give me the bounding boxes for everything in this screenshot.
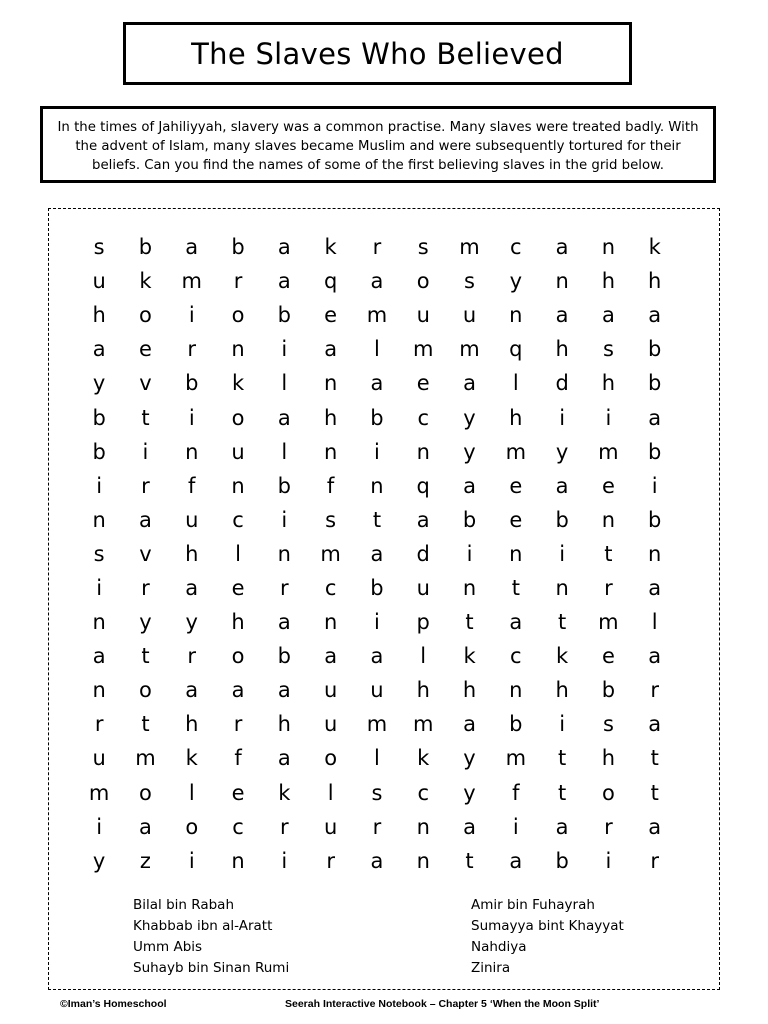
grid-letter: r: [280, 575, 289, 600]
grid-letter: i: [281, 337, 288, 362]
grid-letter: h: [601, 269, 616, 294]
grid-letter: i: [188, 405, 195, 430]
grid-letter: a: [463, 371, 476, 396]
grid-letter: n: [648, 541, 662, 566]
grid-letter: h: [323, 405, 338, 430]
grid-letter: k: [231, 371, 245, 396]
grid-letter: h: [555, 678, 569, 703]
title-box: [123, 22, 632, 85]
grid-letter: k: [139, 269, 152, 294]
grid-letter: m: [135, 746, 156, 771]
grid-letter: k: [417, 746, 430, 771]
grid-letter: h: [185, 712, 199, 737]
grid-letter: k: [463, 644, 476, 669]
grid-letter: a: [648, 644, 662, 669]
grid-letter: o: [324, 746, 338, 771]
grid-letter: l: [327, 780, 334, 805]
grid-letter: h: [601, 371, 616, 396]
grid-letter: r: [650, 678, 660, 703]
grid-letter: b: [92, 405, 106, 430]
grid-letter: a: [231, 678, 245, 703]
grid-letter: b: [277, 473, 291, 498]
grid-letter: y: [463, 439, 476, 464]
grid-letter: h: [231, 610, 245, 635]
grid-letter: l: [651, 610, 658, 635]
grid-letter: e: [138, 337, 152, 362]
grid-letter: i: [559, 712, 566, 737]
grid-letter: l: [374, 746, 380, 771]
grid-letter: n: [509, 303, 523, 328]
grid-letter: a: [92, 644, 106, 669]
grid-letter: q: [509, 337, 523, 362]
grid-letter: a: [370, 848, 384, 873]
grid-letter: o: [139, 780, 152, 805]
grid-letter: t: [604, 541, 613, 566]
grid-letter: y: [463, 405, 476, 430]
grid-letter: r: [233, 269, 243, 294]
grid-letter: m: [459, 235, 480, 260]
grid-letter: k: [648, 235, 661, 260]
grid-letter: d: [555, 371, 569, 396]
grid-letter: a: [277, 269, 291, 294]
word-item: Bilal bin Rabah: [133, 897, 234, 913]
grid-letter: e: [324, 303, 338, 328]
grid-letter: y: [185, 610, 198, 635]
grid-letter: h: [185, 541, 199, 566]
grid-letter: l: [235, 541, 241, 566]
grid-letter: b: [277, 303, 291, 328]
grid-letter: r: [141, 473, 150, 498]
word-item: Suhayb bin Sinan Rumi: [133, 960, 290, 976]
grid-letter: y: [509, 269, 523, 294]
grid-letter: f: [326, 473, 335, 498]
grid-letter: a: [139, 507, 152, 532]
grid-letter: m: [88, 780, 110, 805]
grid-letter: h: [555, 337, 569, 362]
intro-text: In the times of Jahiliyyah, slavery was a common practise. Many slaves were treated badly. With the advent of Islam, many slaves became Muslim and were subsequently tortured for their beliefs. Can you find the names of some of the first believing slaves in the grid below.: [40, 106, 716, 183]
grid-letter: d: [416, 541, 430, 566]
grid-letter: k: [185, 746, 198, 771]
grid-letter: n: [601, 235, 616, 260]
grid-letter: l: [281, 371, 288, 396]
grid-letter: a: [648, 814, 662, 839]
grid-letter: m: [366, 303, 388, 328]
grid-letter: u: [323, 814, 338, 839]
grid-letter: n: [231, 337, 245, 362]
grid-letter: n: [555, 575, 569, 600]
grid-letter: u: [92, 269, 106, 294]
grid-letter: m: [320, 541, 341, 566]
grid-letter: t: [141, 405, 150, 430]
grid-letter: r: [372, 814, 382, 839]
grid-letter: a: [463, 473, 476, 498]
grid-letter: y: [555, 439, 569, 464]
grid-letter: t: [650, 780, 659, 805]
grid-letter: z: [139, 848, 151, 873]
grid-letter: b: [231, 235, 245, 260]
grid-letter: l: [374, 337, 380, 362]
grid-letter: c: [510, 644, 522, 669]
grid-letter: t: [558, 610, 567, 635]
grid-letter: a: [463, 712, 476, 737]
grid-letter: a: [555, 814, 569, 839]
grid-letter: c: [417, 780, 429, 805]
grid-letter: p: [416, 610, 430, 635]
grid-letter: c: [232, 507, 244, 532]
grid-letter: b: [648, 337, 662, 362]
grid-letter: r: [233, 712, 243, 737]
grid-letter: s: [371, 780, 383, 805]
grid-letter: t: [558, 780, 567, 805]
grid-letter: i: [466, 541, 473, 566]
word-item: Sumayya bint Khayyat: [471, 918, 624, 934]
grid-letter: h: [277, 712, 291, 737]
grid-letter: h: [92, 303, 106, 328]
grid-letter: r: [94, 712, 104, 737]
grid-letter: s: [602, 337, 614, 362]
grid-letter: e: [601, 473, 615, 498]
grid-letter: r: [372, 235, 382, 260]
grid-letter: c: [232, 814, 244, 839]
grid-letter: i: [559, 541, 566, 566]
grid-letter: t: [558, 746, 567, 771]
grid-letter: l: [512, 371, 519, 396]
word-search-grid: [76, 230, 678, 878]
grid-letter: r: [604, 814, 613, 839]
footer-notebook: Seerah Interactive Notebook – Chapter 5 ‘When the Moon Split’: [285, 998, 600, 1010]
grid-letter: i: [559, 405, 566, 430]
grid-letter: a: [324, 337, 338, 362]
grid-letter: o: [139, 303, 152, 328]
grid-letter: n: [92, 610, 106, 635]
grid-letter: a: [370, 371, 384, 396]
grid-letter: n: [277, 541, 291, 566]
grid-letter: a: [416, 507, 430, 532]
grid-letter: t: [511, 575, 520, 600]
grid-letter: t: [465, 848, 474, 873]
grid-letter: b: [509, 712, 523, 737]
grid-letter: s: [93, 541, 105, 566]
grid-letter: t: [141, 644, 150, 669]
grid-letter: q: [323, 269, 338, 294]
grid-letter: c: [324, 575, 337, 600]
grid-letter: r: [280, 814, 289, 839]
grid-letter: b: [138, 235, 153, 260]
grid-letter: b: [277, 644, 291, 669]
grid-letter: o: [185, 814, 199, 839]
grid-letter: c: [417, 405, 429, 430]
grid-letter: a: [185, 575, 199, 600]
grid-letter: n: [416, 848, 430, 873]
grid-letter: l: [188, 780, 195, 805]
grid-letter: n: [370, 473, 384, 498]
grid-letter: a: [509, 610, 523, 635]
grid-letter: n: [92, 678, 106, 703]
grid-letter: b: [462, 507, 477, 532]
grid-letter: i: [605, 405, 612, 430]
grid-letter: l: [420, 644, 427, 669]
grid-letter: o: [139, 678, 152, 703]
grid-letter: o: [416, 269, 430, 294]
grid-letter: r: [141, 575, 150, 600]
grid-letter: a: [185, 235, 199, 260]
grid-letter: t: [465, 610, 474, 635]
grid-letter: i: [142, 439, 149, 464]
grid-letter: a: [648, 303, 662, 328]
grid-letter: y: [92, 371, 106, 396]
grid-letter: n: [462, 575, 477, 600]
grid-letter: v: [139, 541, 152, 566]
grid-letter: r: [187, 337, 197, 362]
grid-letter: y: [463, 780, 476, 805]
grid-letter: n: [509, 541, 523, 566]
grid-letter: i: [374, 610, 380, 635]
grid-letter: n: [185, 439, 199, 464]
grid-letter: m: [181, 269, 202, 294]
grid-letter: a: [185, 678, 199, 703]
grid-letter: n: [416, 814, 430, 839]
grid-letter: i: [374, 439, 380, 464]
grid-letter: h: [509, 405, 523, 430]
word-item: Umm Abis: [133, 939, 203, 955]
grid-letter: i: [512, 814, 519, 839]
grid-letter: k: [556, 644, 569, 669]
grid-letter: c: [510, 235, 522, 260]
word-item: Khabbab ibn al-Aratt: [133, 918, 273, 934]
grid-letter: u: [416, 575, 430, 600]
grid-letter: r: [650, 848, 660, 873]
grid-letter: i: [188, 303, 195, 328]
grid-letter: b: [370, 405, 384, 430]
grid-letter: m: [505, 746, 527, 771]
grid-letter: i: [605, 848, 612, 873]
grid-letter: s: [93, 235, 105, 260]
grid-letter: s: [417, 235, 429, 260]
grid-letter: u: [185, 507, 199, 532]
word-list-right: [471, 895, 624, 979]
grid-letter: u: [323, 678, 338, 703]
grid-letter: a: [277, 405, 291, 430]
grid-letter: e: [231, 780, 245, 805]
grid-letter: m: [412, 337, 434, 362]
grid-letter: i: [96, 575, 103, 600]
grid-letter: a: [277, 610, 291, 635]
grid-letter: i: [281, 848, 288, 873]
grid-letter: b: [185, 371, 199, 396]
grid-letter: a: [277, 235, 291, 260]
grid-letter: n: [323, 610, 338, 635]
grid-letter: m: [598, 610, 619, 635]
grid-letter: a: [277, 678, 291, 703]
grid-letter: a: [324, 644, 338, 669]
grid-letter: n: [231, 848, 245, 873]
grid-letter: i: [96, 814, 103, 839]
grid-letter: h: [416, 678, 430, 703]
grid-letter: m: [459, 337, 480, 362]
grid-letter: n: [231, 473, 245, 498]
grid-letter: i: [651, 473, 658, 498]
word-item: Zinira: [471, 960, 511, 976]
grid-letter: y: [463, 746, 476, 771]
grid-letter: k: [324, 235, 337, 260]
grid-letter: v: [139, 371, 152, 396]
grid-letter: q: [416, 473, 430, 498]
grid-letter: o: [231, 644, 245, 669]
word-item: Amir bin Fuhayrah: [471, 897, 595, 913]
grid-letter: e: [416, 371, 430, 396]
grid-letter: n: [323, 439, 338, 464]
grid-letter: b: [92, 439, 106, 464]
grid-letter: r: [326, 848, 335, 873]
page-title: The Slaves Who Believed: [191, 36, 564, 71]
grid-letter: u: [370, 678, 384, 703]
grid-letter: e: [509, 507, 523, 532]
grid-letter: n: [555, 269, 569, 294]
grid-letter: f: [512, 780, 520, 805]
grid-letter: a: [370, 644, 384, 669]
grid-letter: a: [370, 541, 384, 566]
grid-letter: f: [234, 746, 242, 771]
grid-letter: u: [92, 746, 106, 771]
grid-letter: i: [96, 473, 103, 498]
grid-letter: b: [648, 507, 662, 532]
grid-letter: n: [92, 507, 106, 532]
grid-letter: i: [188, 848, 195, 873]
footer-copyright: ©Iman’s Homeschool: [60, 998, 167, 1010]
grid-letter: m: [412, 712, 434, 737]
grid-letter: m: [366, 712, 388, 737]
grid-letter: t: [141, 712, 150, 737]
grid-letter: a: [555, 473, 569, 498]
grid-letter: n: [509, 678, 523, 703]
grid-letter: b: [648, 439, 662, 464]
grid-letter: s: [464, 269, 475, 294]
grid-letter: h: [648, 269, 662, 294]
grid-letter: b: [555, 507, 569, 532]
grid-letter: u: [231, 439, 245, 464]
grid-letter: e: [509, 473, 523, 498]
grid-letter: o: [231, 405, 245, 430]
grid-letter: b: [648, 371, 662, 396]
grid-letter: m: [598, 439, 619, 464]
grid-letter: f: [188, 473, 196, 498]
grid-letter: l: [281, 439, 288, 464]
grid-letter: a: [277, 746, 291, 771]
grid-letter: a: [555, 303, 569, 328]
grid-letter: h: [462, 678, 477, 703]
grid-letter: t: [650, 746, 659, 771]
grid-letter: u: [416, 303, 430, 328]
grid-letter: a: [509, 848, 523, 873]
grid-letter: r: [187, 644, 197, 669]
grid-letter: s: [602, 712, 614, 737]
grid-letter: a: [370, 269, 384, 294]
grid-letter: b: [555, 848, 569, 873]
grid-letter: n: [323, 371, 338, 396]
grid-letter: m: [505, 439, 527, 464]
grid-letter: y: [139, 610, 152, 635]
grid-letter: n: [416, 439, 430, 464]
word-item: Nahdiya: [471, 939, 527, 955]
grid-letter: i: [281, 507, 288, 532]
grid-letter: b: [370, 575, 384, 600]
grid-letter: a: [139, 814, 152, 839]
grid-letter: n: [601, 507, 616, 532]
grid-letter: k: [278, 780, 291, 805]
grid-letter: b: [601, 678, 616, 703]
grid-letter: a: [648, 712, 662, 737]
grid-letter: y: [92, 848, 106, 873]
grid-letter: a: [92, 337, 106, 362]
grid-letter: a: [463, 814, 476, 839]
grid-letter: r: [604, 575, 613, 600]
grid-letter: a: [555, 235, 569, 260]
grid-letter: u: [323, 712, 338, 737]
word-list-left: [133, 895, 289, 979]
grid-letter: t: [372, 507, 382, 532]
grid-letter: o: [231, 303, 245, 328]
grid-letter: o: [601, 780, 615, 805]
grid-letter: s: [325, 507, 337, 532]
grid-letter: e: [601, 644, 615, 669]
grid-letter: a: [648, 575, 662, 600]
grid-letter: e: [231, 575, 245, 600]
grid-letter: a: [601, 303, 615, 328]
grid-letter: a: [648, 405, 662, 430]
grid-letter: u: [462, 303, 477, 328]
grid-letter: h: [601, 746, 616, 771]
